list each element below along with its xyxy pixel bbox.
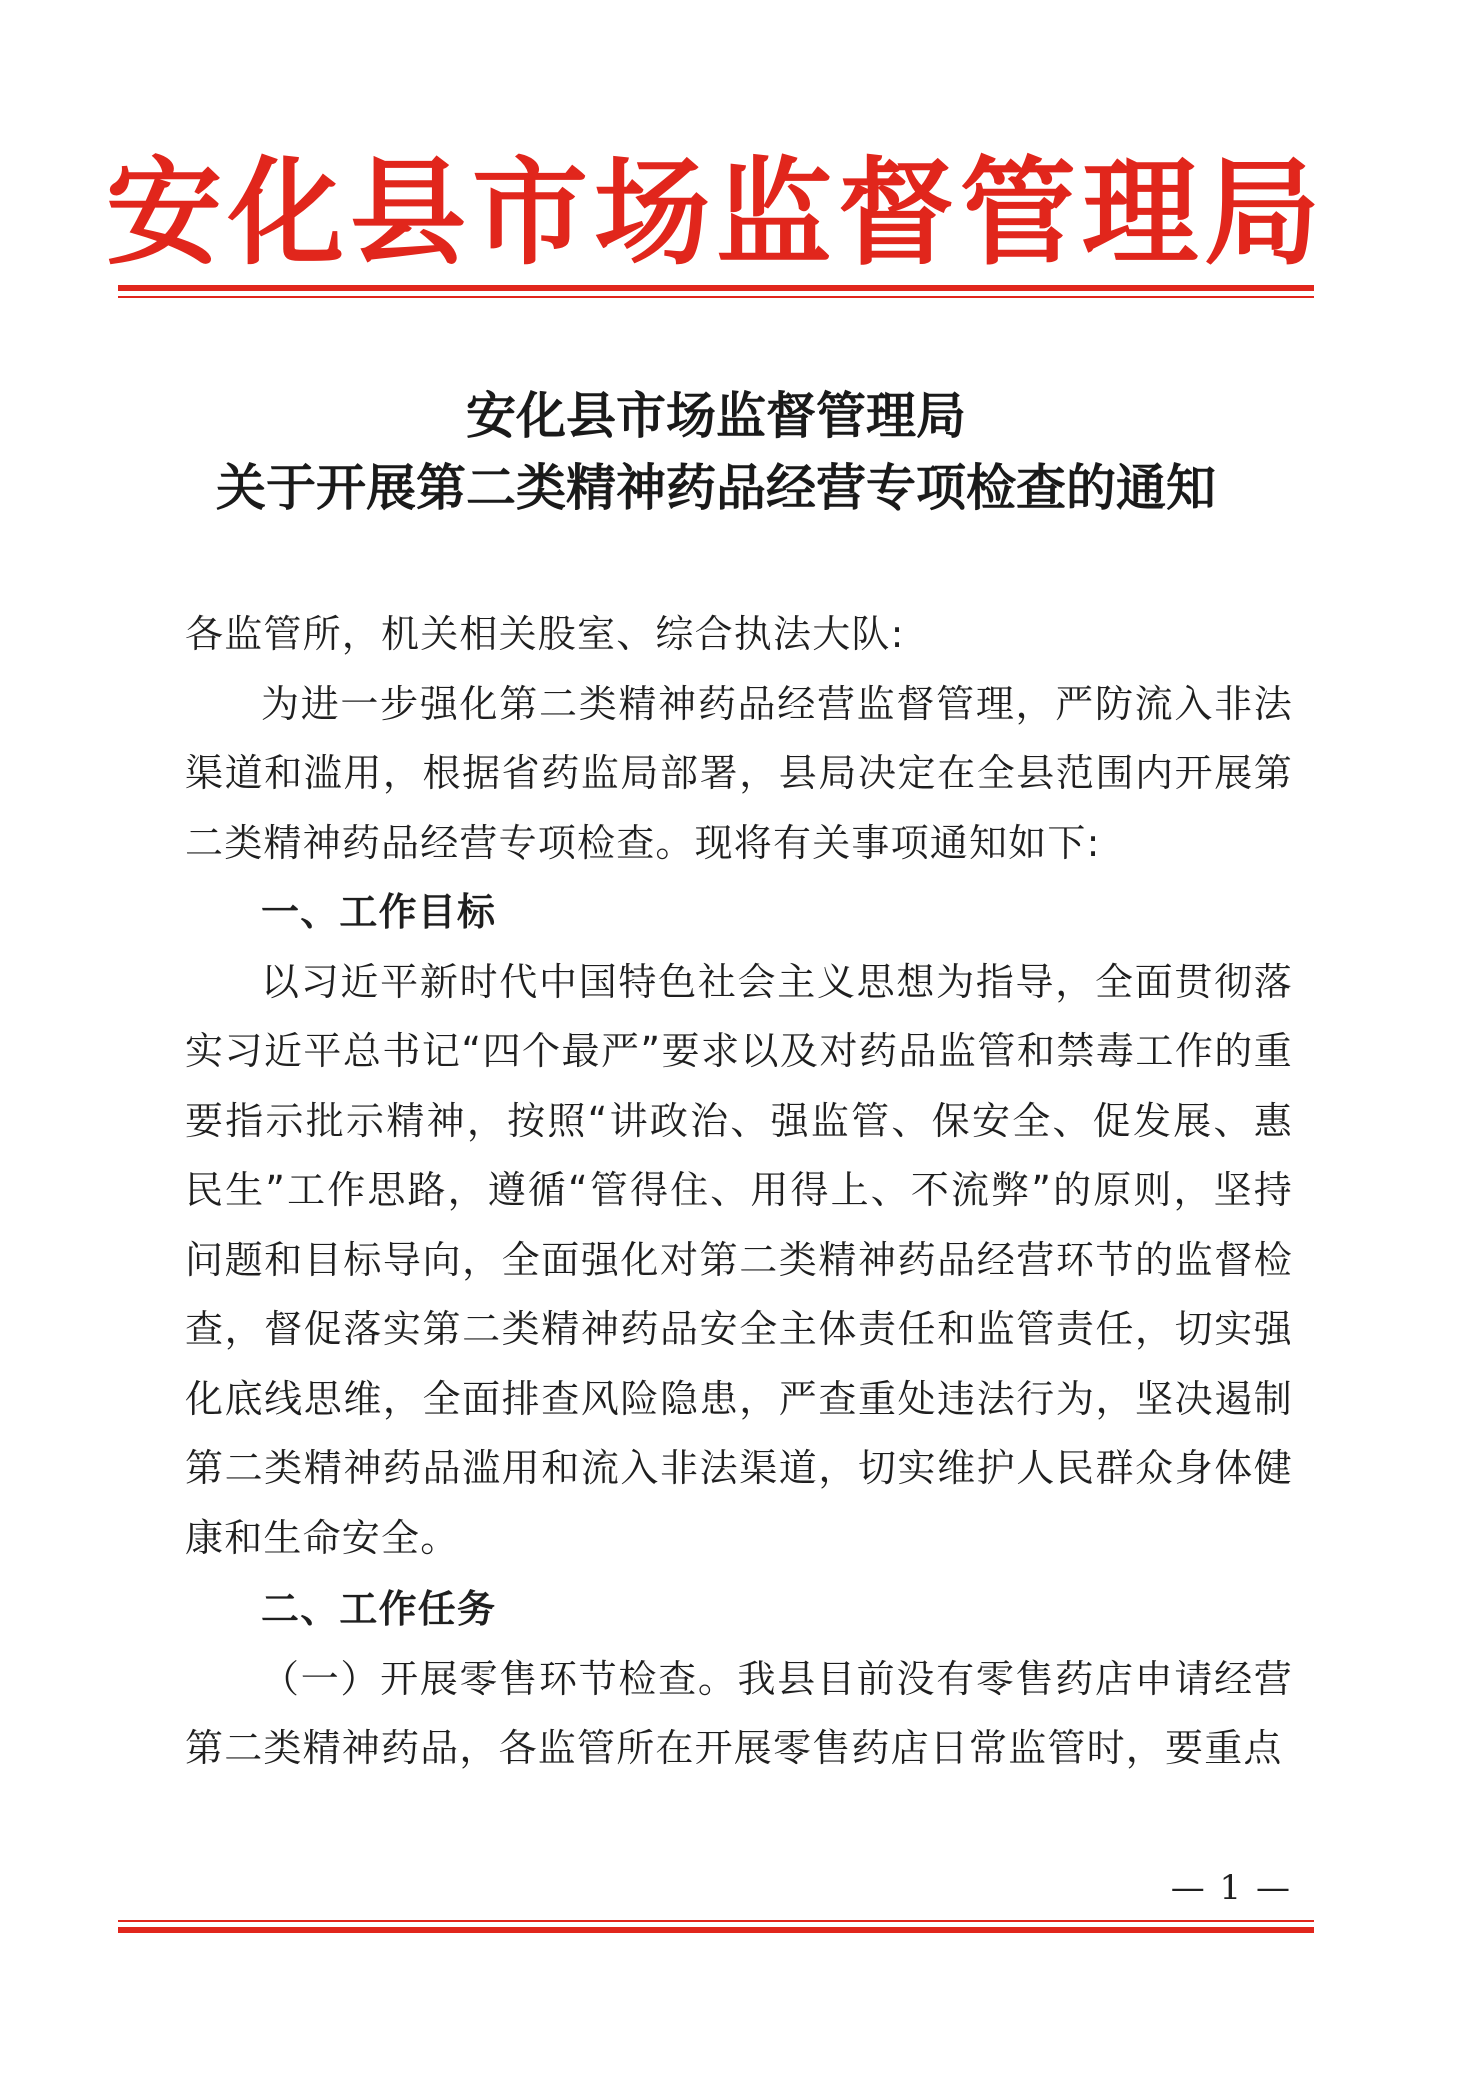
document-title-line-1: 安化县市场监督管理局 [466, 386, 966, 445]
document-title [118, 380, 1314, 524]
footer-rule-thin-line [118, 1920, 1314, 1922]
section-1-paragraph: 以习近平新时代中国特色社会主义思想为指导，全面贯彻落实习近平总书记“四个最严”要求以及对药品监管和禁毒工作的重要指示批示精神，按照“讲政治、强监管、保安全、促发展、惠民生”工作思路，遵循“管得住、用得上、不流弊”的原则，坚持问题和目标导向，全面强化对第二类精神药品经营环节的监督检查，督促落实第二类精神药品安全主体责任和监管责任，切实强化底线思维，全面排查风险隐患，严查重处违法行为，坚决遏制第二类精神药品滥用和流入非法渠道，切实维护人民群众身体健康和生命安全。 [185, 959, 1293, 1560]
red-rule-thick-line [118, 285, 1314, 291]
footer-red-rule [118, 1920, 1314, 1933]
section-1-heading: 一、工作目标 [261, 890, 497, 934]
salutation: 各监管所，机关相关股室、综合执法大队: [185, 612, 905, 656]
document-title-line-2: 关于开展第二类精神药品经营专项检查的通知 [216, 458, 1216, 517]
red-rule-thin-line [118, 296, 1314, 298]
section-2-item-1-paragraph: （一）开展零售环节检查。我县目前没有零售药店申请经营第二类精神药品，各监管所在开展零售药店日常监管时，要重点 [185, 1656, 1293, 1770]
page-number: — 1 — [1170, 1868, 1292, 1908]
document-body [185, 600, 1293, 1784]
section-2-heading: 二、工作任务 [261, 1587, 497, 1631]
footer-rule-thick-line [118, 1927, 1314, 1933]
masthead-red-rule [118, 285, 1314, 298]
intro-paragraph: 为进一步强化第二类精神药品经营监督管理，严防流入非法渠道和滥用，根据省药监局部署，县局决定在全县范围内开展第二类精神药品经营专项检查。现将有关事项通知如下: [185, 681, 1293, 865]
masthead-agency-name: 安化县市场监督管理局 [106, 144, 1326, 281]
